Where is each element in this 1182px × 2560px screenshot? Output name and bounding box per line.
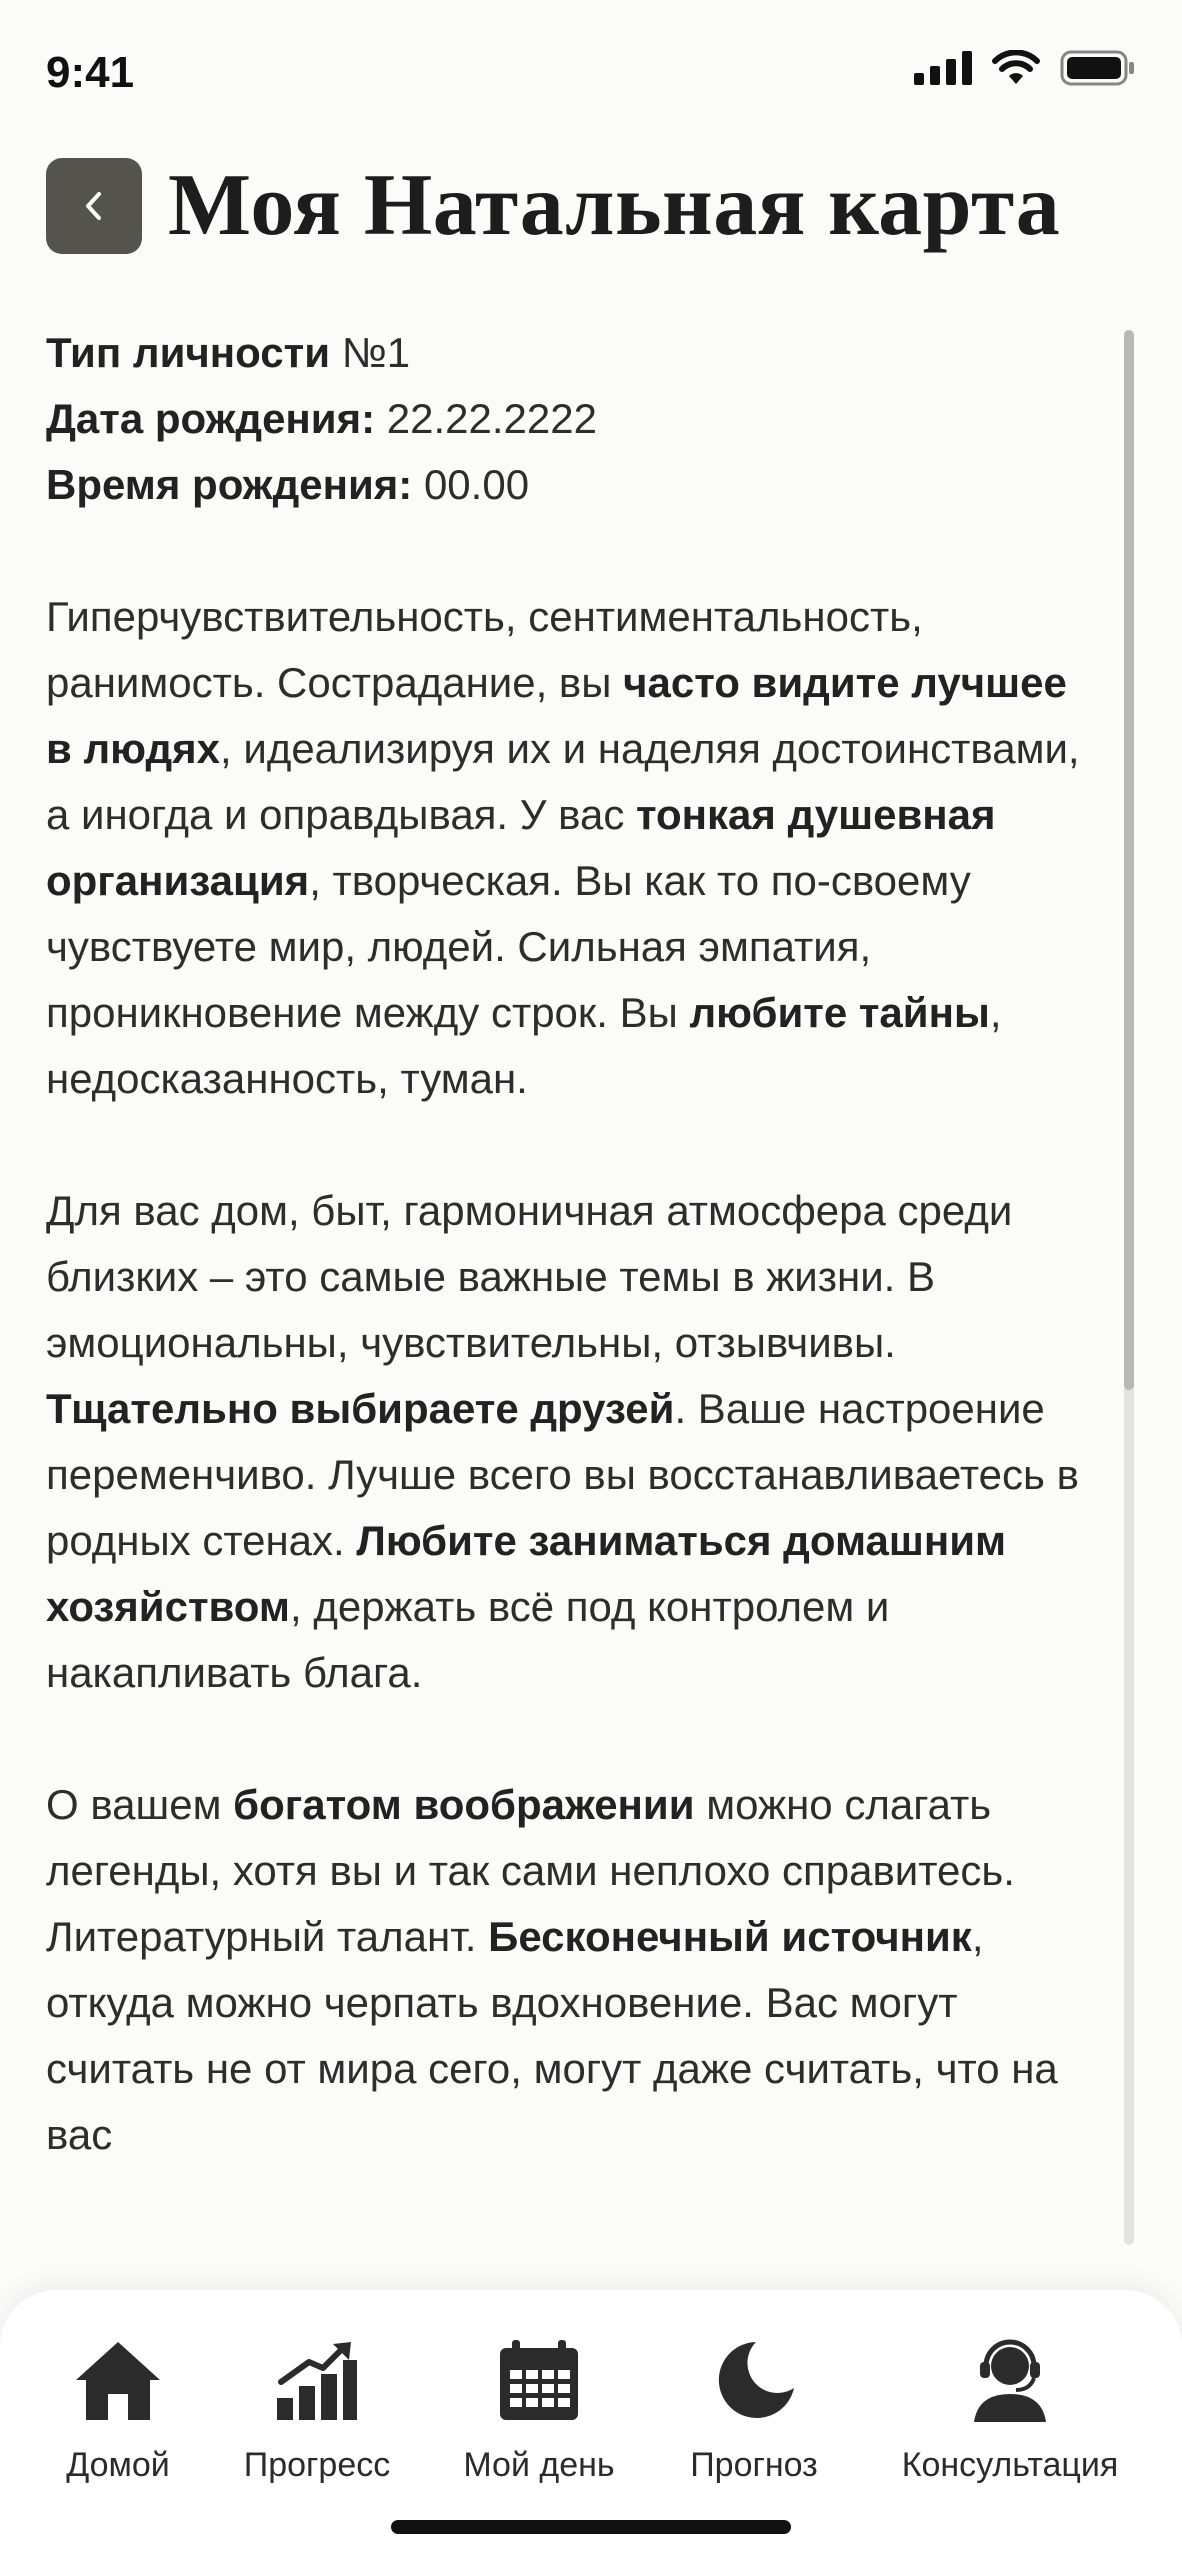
chevron-left-icon <box>79 186 109 226</box>
tab-label: Прогноз <box>690 2446 818 2484</box>
personality-type-label: Тип личности <box>46 329 331 376</box>
birth-date-line <box>46 386 1096 452</box>
moon-icon <box>712 2338 796 2422</box>
tab-consultation[interactable] <box>900 2330 1120 2485</box>
personality-type-line <box>46 320 1096 386</box>
birth-date-value: 22.22.2222 <box>386 395 597 442</box>
text: можно слагать легенды, хотя вы и так сами неплохо справитесь. Литературный талант. <box>46 1781 1015 1960</box>
birth-date-label: Дата рождения: <box>46 395 376 442</box>
back-button[interactable] <box>46 158 142 254</box>
calendar-icon <box>498 2338 580 2422</box>
text: , держать всё под контролем и накапливать блага. <box>46 1583 890 1696</box>
battery-icon <box>1060 50 1136 86</box>
emphasis: любите тайны <box>689 989 990 1036</box>
scrollbar-thumb[interactable] <box>1124 330 1134 1390</box>
status-time: 9:41 <box>46 48 135 97</box>
tab-progress[interactable] <box>207 2330 427 2485</box>
emphasis: Любите заниматься домашним хозяйством <box>46 1517 1007 1630</box>
emphasis: богатом воображении <box>233 1781 695 1828</box>
personality-type-value: №1 <box>341 329 411 376</box>
emphasis: тонкая душевная организация <box>46 791 996 904</box>
signal-icon <box>914 51 972 85</box>
text: . Ваше настроение переменчиво. Лучше всего вы восстанавливаетесь в родных стенах. <box>46 1385 1079 1564</box>
status-bar <box>0 0 1182 150</box>
emphasis: часто видите лучшее в людях <box>46 659 1067 772</box>
text: Гиперчувствительность, сентиментальность, ранимость. Сострадание, вы <box>46 593 923 706</box>
text: , творческая. Вы как то по-своему чувствуете мир, людей. Сильная эмпатия, проникновение между строк. Вы <box>46 857 971 1036</box>
header <box>46 155 1060 256</box>
tab-forecast[interactable] <box>644 2330 864 2485</box>
text: , откуда можно черпать вдохновение. Вас могут считать не от мира сего, могут даже считать, что на вас <box>46 1913 1058 2158</box>
tab-label: Домой <box>66 2446 170 2484</box>
natal-chart-content[interactable] <box>46 320 1096 2260</box>
tab-label: Прогресс <box>243 2446 391 2484</box>
progress-chart-icon <box>275 2338 359 2422</box>
consultant-headset-icon <box>968 2336 1052 2424</box>
description-paragraph-2 <box>46 1178 1096 1706</box>
info-block <box>46 320 1096 518</box>
tab-label: Мой день <box>463 2446 615 2484</box>
tab-bar <box>0 2290 1182 2560</box>
home-indicator[interactable] <box>391 2520 791 2534</box>
text: Для вас дом, быт, гармоничная атмосфера среди близких – это самые важные темы в жизни. В эмоциональны, чувствительны, отзывчивы. <box>46 1187 1013 1366</box>
text: , идеализируя их и наделяя достоинствами, а иногда и оправдывая. У вас <box>46 725 1080 838</box>
page-title: Моя Натальная карта <box>168 157 1061 254</box>
text: , недосказанность, туман. <box>46 989 1002 1102</box>
description-paragraph-3 <box>46 1772 1096 2168</box>
description-paragraph-1 <box>46 584 1096 1112</box>
emphasis: Тщательно выбираете друзей <box>46 1385 675 1432</box>
home-icon <box>72 2338 164 2422</box>
wifi-icon <box>992 50 1040 86</box>
tab-home[interactable] <box>8 2330 228 2485</box>
birth-time-line <box>46 452 1096 518</box>
emphasis: Бесконечный источник <box>488 1913 972 1960</box>
status-icons <box>914 50 1136 86</box>
birth-time-value: 00.00 <box>423 461 530 508</box>
tab-label: Консультация <box>901 2446 1119 2484</box>
text: О вашем <box>46 1781 234 1828</box>
birth-time-label: Время рождения: <box>46 461 413 508</box>
tab-my-day[interactable] <box>429 2330 649 2485</box>
